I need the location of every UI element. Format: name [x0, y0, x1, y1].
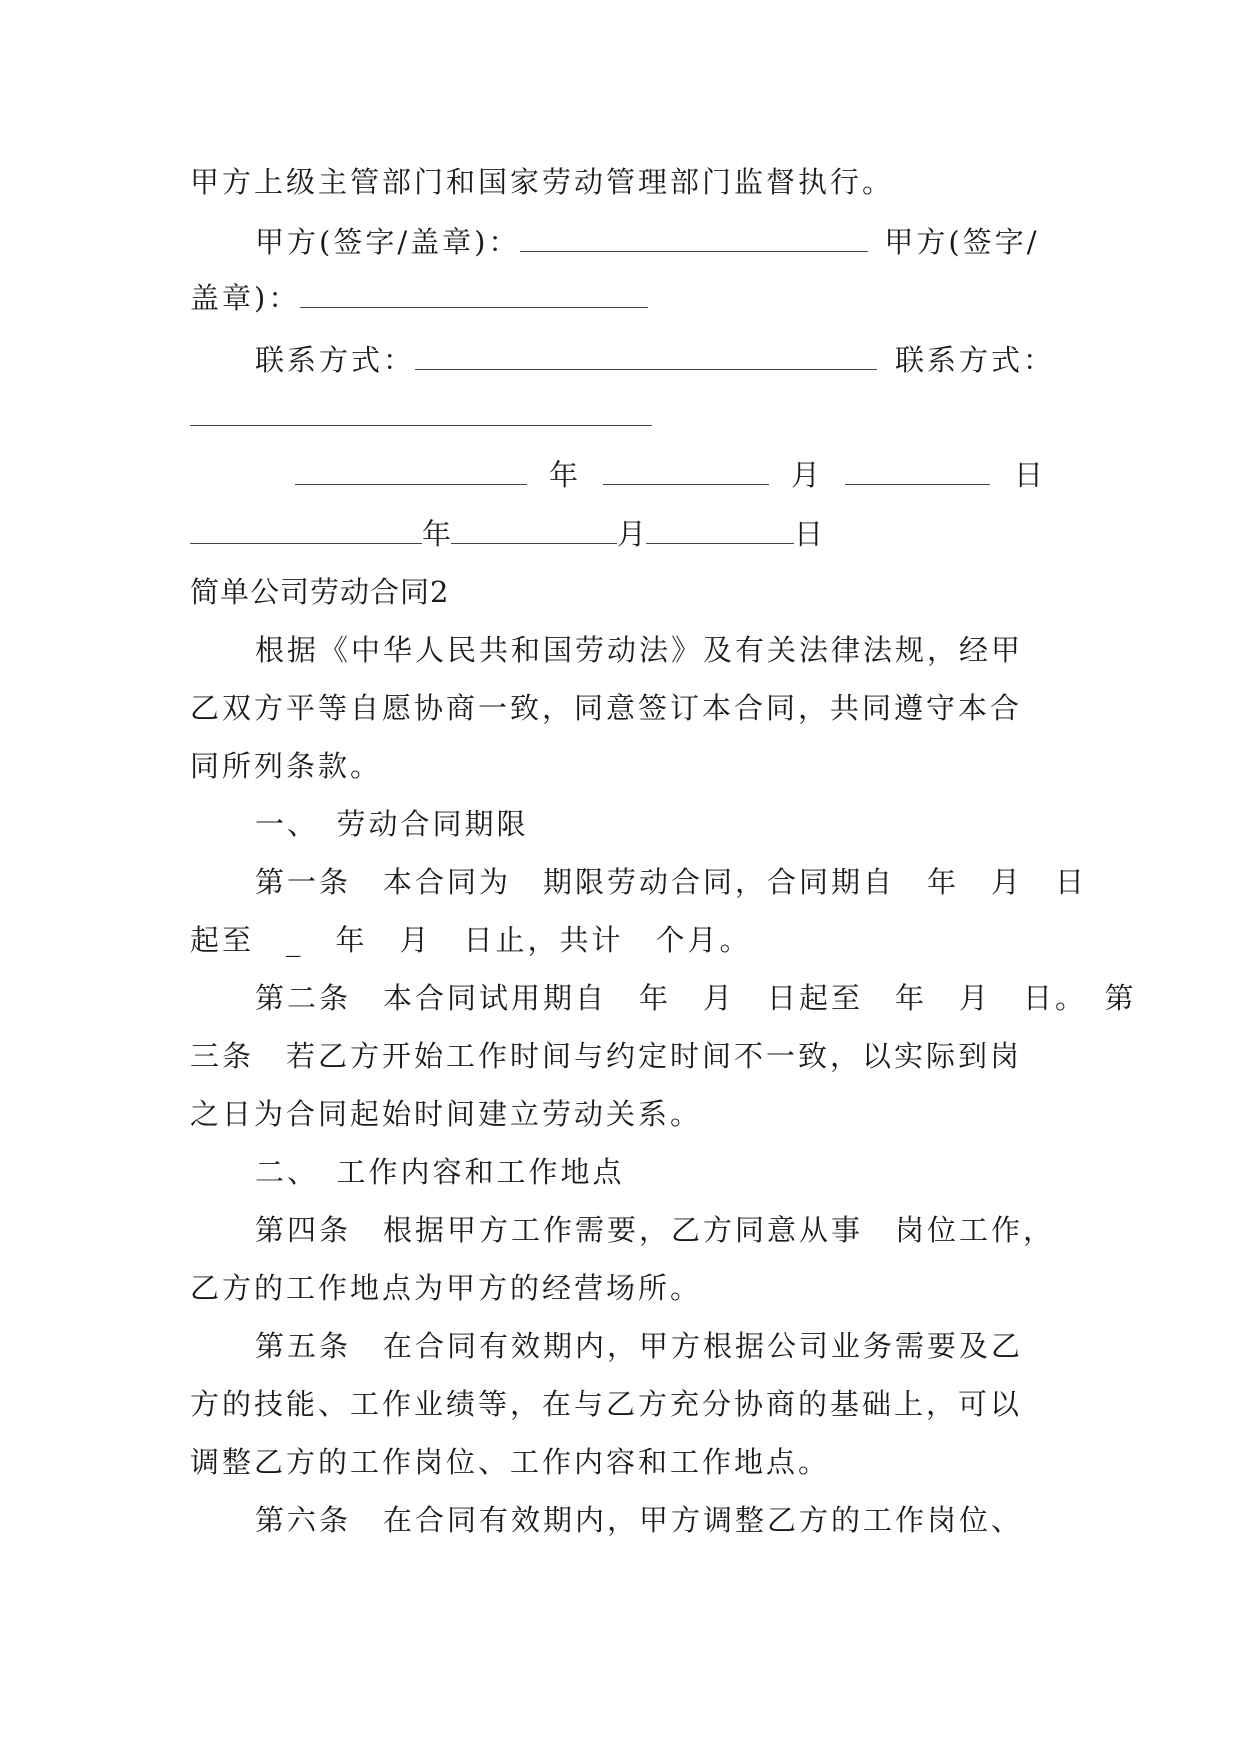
text-line: 乙方的工作地点为甲方的经营场所。 [190, 1271, 703, 1305]
text-line: 之日为合同起始时间建立劳动关系。 [190, 1097, 703, 1131]
signature-label: 甲方(签字/ [884, 225, 1040, 259]
contact-label: 联系方式： [255, 343, 416, 377]
text-line: 同所列条款。 [190, 749, 383, 783]
section-heading: 一、 劳动合同期限 [255, 807, 529, 841]
contact-line [255, 340, 1115, 380]
text-line: 根据《中华人民共和国劳动法》及有关法律法规，经甲 [255, 633, 1024, 667]
date-blank [451, 517, 617, 544]
contact-blank [415, 343, 877, 370]
text-line: 第五条 在合同有效期内，甲方根据公司业务需要及乙 [255, 1329, 1024, 1363]
date-blank [190, 517, 422, 544]
signature-blank [520, 225, 868, 252]
section-title: 简单公司劳动合同2 [190, 575, 450, 609]
signature-line-a [255, 222, 1115, 262]
date-line [295, 455, 1155, 495]
text-line: 第六条 在合同有效期内，甲方调整乙方的工作岗位、 [255, 1503, 1024, 1537]
date-year: 年 [549, 458, 582, 492]
date-blank [603, 458, 769, 485]
date-month: 月 [617, 517, 647, 551]
text-line: 起至 _ 年 月 日止，共计 个月。 [190, 923, 752, 957]
text-line: 甲方上级主管部门和国家劳动管理部门监督执行。 [190, 165, 895, 199]
text-line: 调整乙方的工作岗位、工作内容和工作地点。 [190, 1445, 831, 1479]
signature-blank [300, 281, 648, 308]
text-line: 第一条 本合同为 期限劳动合同，合同期自 年 月 日 [255, 865, 1088, 899]
date-blank [646, 517, 794, 544]
text-line: 方的技能、工作业绩等，在与乙方充分协商的基础上，可以 [190, 1387, 1023, 1421]
date-line-2 [190, 514, 1050, 554]
text-line: 第四条 根据甲方工作需要，乙方同意从事 岗位工作， [255, 1213, 1056, 1247]
date-blank [295, 458, 527, 485]
contact-blank-line [190, 396, 1050, 436]
text-line: 第二条 本合同试用期自 年 月 日起至 年 月 日。 第 [255, 981, 1137, 1015]
signature-line-b [190, 278, 1050, 318]
date-month: 月 [791, 458, 824, 492]
text-line: 三条 若乙方开始工作时间与约定时间不一致，以实际到岗 [190, 1039, 1023, 1073]
date-year: 年 [422, 517, 452, 551]
contact-label: 联系方式： [895, 343, 1056, 377]
contact-blank [190, 399, 652, 426]
date-blank [845, 458, 990, 485]
date-day: 日 [1014, 458, 1047, 492]
text-line: 乙双方平等自愿协商一致，同意签订本合同，共同遵守本合 [190, 691, 1023, 725]
section-heading: 二、 工作内容和工作地点 [255, 1155, 625, 1189]
date-day: 日 [794, 517, 824, 551]
signature-label: 盖章)： [190, 281, 301, 315]
signature-label: 甲方(签字/盖章)： [255, 225, 521, 259]
